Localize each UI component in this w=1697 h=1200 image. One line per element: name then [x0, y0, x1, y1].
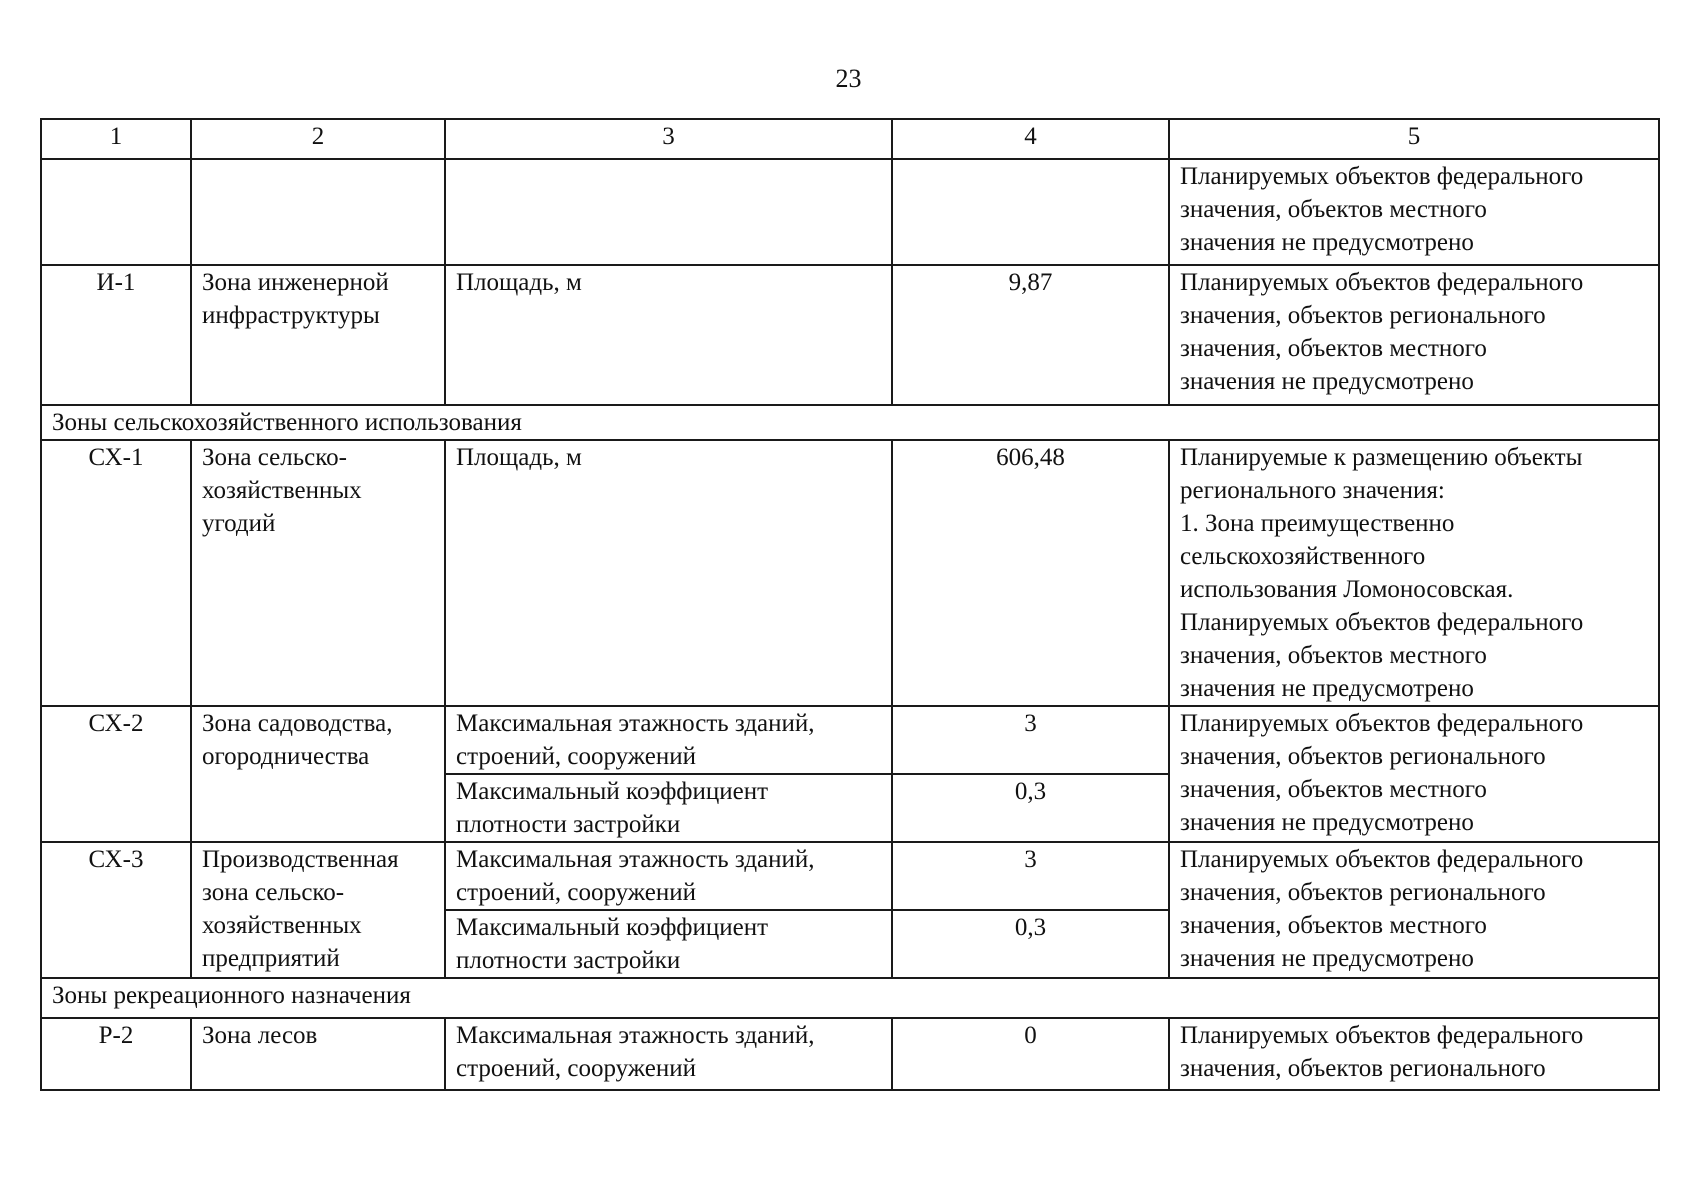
zone-name-line: зона сельско- [202, 879, 345, 906]
zone-name-cell [191, 159, 445, 265]
parameter-cell [445, 706, 892, 774]
zone-name-line: Производственная [202, 846, 399, 873]
parameter-line: Максимальная этажность зданий, [456, 710, 815, 737]
section-title: Зоны сельскохозяйственного использования [41, 405, 1659, 440]
value-cell: 606,48 [892, 440, 1169, 706]
note-line: Планируемых объектов федерального [1180, 710, 1584, 737]
table-row [41, 265, 1659, 405]
zone-name-cell [191, 440, 445, 706]
note-line: Планируемых объектов федерального [1180, 163, 1584, 190]
note-line: Планируемых объектов федерального [1180, 609, 1584, 636]
zone-name-line: хозяйственных [202, 912, 362, 939]
value-cell: 9,87 [892, 265, 1169, 405]
value-cell: 0,3 [892, 910, 1169, 978]
zone-name-line: инфраструктуры [202, 302, 380, 329]
value-cell: 0 [892, 1018, 1169, 1090]
parameter-line: строений, сооружений [456, 1055, 696, 1082]
note-line: 1. Зона преимущественно [1180, 510, 1455, 537]
table-row [41, 1018, 1659, 1090]
parameter-line: Максимальная этажность зданий, [456, 846, 815, 873]
parameter-line: Максимальный коэффициент [456, 778, 769, 805]
parameter-cell [445, 910, 892, 978]
column-header: 3 [445, 119, 892, 159]
zone-name-cell [191, 265, 445, 405]
note-line: значения, объектов регионального [1180, 1055, 1546, 1082]
note-line: Планируемых объектов федерального [1180, 1022, 1584, 1049]
note-cell [1169, 265, 1659, 405]
column-header: 4 [892, 119, 1169, 159]
note-line: значения не предусмотрено [1180, 675, 1474, 702]
note-line: значения не предусмотрено [1180, 945, 1474, 972]
note-line: Планируемых объектов федерального [1180, 269, 1584, 296]
parameter-cell: Площадь, м [445, 265, 892, 405]
note-line: значения, объектов местного [1180, 912, 1487, 939]
parameter-cell [445, 774, 892, 842]
note-line: сельскохозяйственного [1180, 543, 1426, 570]
zone-name-line: Зона сельско- [202, 444, 347, 471]
zone-code-cell [41, 159, 191, 265]
zone-name-cell [191, 706, 445, 842]
note-line: значения не предусмотрено [1180, 368, 1474, 395]
note-line: значения, объектов регионального [1180, 302, 1546, 329]
note-line: значения не предусмотрено [1180, 809, 1474, 836]
zone-code-cell: СХ-2 [41, 706, 191, 842]
note-cell [1169, 440, 1659, 706]
parameter-cell [445, 159, 892, 265]
table-header-row [41, 119, 1659, 159]
page-number: 23 [835, 64, 862, 93]
note-line: значения, объектов регионального [1180, 743, 1546, 770]
note-line: Планируемых объектов федерального [1180, 846, 1584, 873]
zone-name-cell [191, 1018, 445, 1090]
column-header: 1 [41, 119, 191, 159]
table-row [41, 159, 1659, 265]
parameter-line: Максимальный коэффициент [456, 914, 769, 941]
table-row [41, 842, 1659, 910]
note-line: значения не предусмотрено [1180, 229, 1474, 256]
note-line: значения, объектов регионального [1180, 879, 1546, 906]
zone-name-line: Зона инженерной [202, 269, 389, 296]
zone-name-line: хозяйственных [202, 477, 362, 504]
zone-name-line: предприятий [202, 945, 340, 972]
note-line: значения, объектов местного [1180, 335, 1487, 362]
zone-name-line: Зона лесов [202, 1022, 318, 1049]
column-header: 2 [191, 119, 445, 159]
parameter-line: строений, сооружений [456, 879, 696, 906]
section-row [41, 978, 1659, 1018]
parameter-line: строений, сооружений [456, 743, 696, 770]
value-cell: 3 [892, 842, 1169, 910]
section-row [41, 405, 1659, 440]
zone-code-cell: Р-2 [41, 1018, 191, 1090]
note-cell [1169, 159, 1659, 265]
note-line: использования Ломоносовская. [1180, 576, 1514, 603]
section-title: Зоны рекреационного назначения [41, 978, 1659, 1018]
parameter-cell [445, 1018, 892, 1090]
table-row [41, 440, 1659, 706]
zone-name-line: угодий [202, 510, 276, 537]
zone-code-cell: И-1 [41, 265, 191, 405]
note-line: значения, объектов местного [1180, 776, 1487, 803]
note-line: значения, объектов местного [1180, 642, 1487, 669]
note-cell [1169, 706, 1659, 842]
note-cell [1169, 1018, 1659, 1090]
note-line: значения, объектов местного [1180, 196, 1487, 223]
zone-name-line: Зона садоводства, [202, 710, 393, 737]
note-line: регионального значения: [1180, 477, 1445, 504]
zone-code-cell: СХ-3 [41, 842, 191, 978]
note-cell [1169, 842, 1659, 978]
parameter-cell: Площадь, м [445, 440, 892, 706]
zones-table [40, 118, 1660, 1091]
zone-name-cell [191, 842, 445, 978]
parameter-line: плотности застройки [456, 811, 681, 838]
column-header: 5 [1169, 119, 1659, 159]
value-cell: 3 [892, 706, 1169, 774]
value-cell: 0,3 [892, 774, 1169, 842]
table-row [41, 706, 1659, 774]
parameter-line: плотности застройки [456, 947, 681, 974]
value-cell [892, 159, 1169, 265]
parameter-line: Максимальная этажность зданий, [456, 1022, 815, 1049]
zone-code-cell: СХ-1 [41, 440, 191, 706]
zone-name-line: огородничества [202, 743, 370, 770]
parameter-cell [445, 842, 892, 910]
note-line: Планируемые к размещению объекты [1180, 444, 1583, 471]
